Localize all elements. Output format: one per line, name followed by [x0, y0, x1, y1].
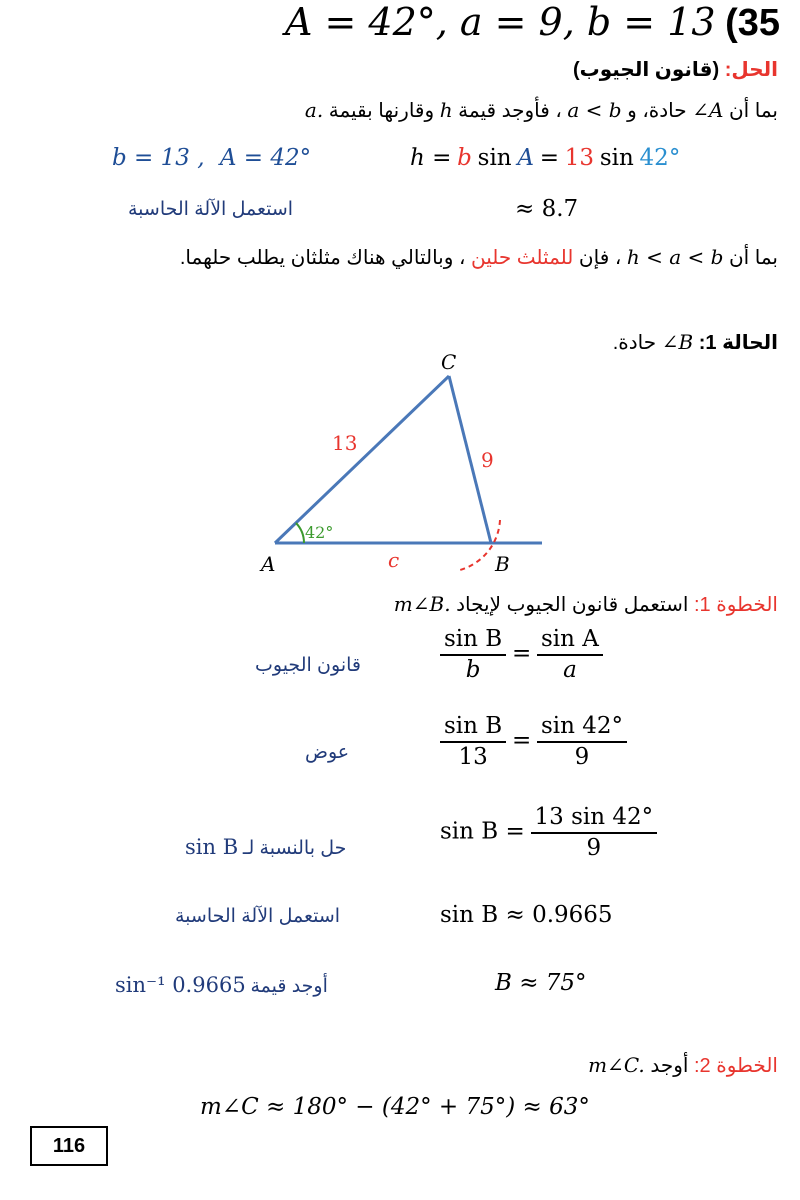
fraction-numerator: sin A	[537, 627, 603, 656]
step1-line	[394, 592, 778, 617]
step2-label: الخطوة 2:	[693, 1055, 778, 1077]
h-b: b	[457, 145, 472, 171]
intro-angle: ∠A	[692, 98, 724, 122]
intro-text: بما أن	[728, 100, 778, 122]
conclusion-text: ، فإن	[578, 247, 622, 269]
side-b-label: 13	[332, 431, 358, 455]
fraction-numerator: sin B	[440, 627, 506, 656]
angle-A-label: 42°	[305, 523, 334, 542]
h-13: 13	[564, 145, 595, 171]
B-value	[495, 970, 587, 996]
fraction-numerator: 13 sin 42°	[531, 805, 658, 834]
conclusion-text: ، وبالتالي هناك مثلثان يطلب حلهما.	[179, 247, 466, 269]
angle-A-arc	[296, 523, 304, 543]
two-solutions-highlight: للمثلث حلين	[470, 247, 574, 269]
h-sin2: sin	[599, 145, 634, 171]
step1-label: الخطوة 1:	[693, 594, 778, 616]
law-note-5	[115, 973, 328, 998]
intro-a: a.	[304, 98, 324, 122]
step1-target: m∠B.	[393, 592, 451, 616]
given-b: b = 13 ,	[112, 145, 205, 171]
law-note-3-math: sin B	[185, 835, 239, 859]
step2-text: أوجد	[650, 1055, 689, 1077]
sinB-value: sin B ≈ 0.9665	[440, 902, 613, 928]
h-A: A	[517, 145, 534, 171]
step1-text: استعمل قانون الجيوب لإيجاد	[456, 594, 689, 616]
fraction-numerator: sin 42°	[537, 714, 627, 743]
case1-text: حادة.	[612, 332, 657, 354]
case1-label: الحالة 1:	[698, 332, 778, 354]
vertex-label-B: B	[495, 552, 510, 576]
fraction-denominator: 9	[574, 744, 590, 771]
law-note-1: قانون الجيوب	[255, 655, 361, 676]
side-c-label: c	[388, 548, 400, 572]
intro-inequality: a < b	[567, 98, 622, 122]
final-equation-text: m∠C ≈ 180° − (42° + 75°) ≈ 63°	[200, 1094, 590, 1120]
problem-number: (35	[725, 2, 780, 44]
solve-lhs: sin B =	[440, 818, 525, 845]
fraction-numerator: sin B	[440, 714, 506, 743]
law-note-3	[185, 835, 346, 860]
h-lhs: h =	[410, 145, 452, 171]
fraction-denominator: 9	[586, 835, 602, 862]
h-sin: sin	[477, 145, 512, 171]
intro-text: حادة، و	[627, 100, 687, 122]
solve-equation	[440, 805, 657, 862]
law-note-3-text: حل بالنسبة لـ	[242, 838, 347, 859]
step2-line	[588, 1053, 778, 1078]
B-value-text: B ≈ 75°	[495, 970, 587, 996]
intro-text: ، فأوجد قيمة	[458, 100, 562, 122]
intro-h: h	[439, 98, 453, 122]
step2-target: m∠C.	[588, 1053, 645, 1077]
problem-expression: A = 42°, a = 9, b = 13	[284, 0, 716, 44]
h-eq: =	[539, 145, 560, 171]
vertex-label-C: C	[441, 350, 457, 374]
given-A: A = 42°	[219, 145, 312, 171]
case1-angle: ∠B	[661, 330, 694, 354]
conclusion-inequality: h < a < b	[626, 245, 724, 269]
law-of-sines-equation: $\frac{\text{sin B}}{b}$ = $\frac{\text{sin A}}{a}$	[440, 627, 603, 684]
fraction-denominator: b	[465, 657, 481, 684]
page-number: 116	[30, 1126, 108, 1166]
substitute-equation: $\frac{\text{sin B}}{13}$ = $\frac{\sin 42^\circ}{9}$	[440, 714, 627, 771]
conclusion-text: بما أن	[728, 247, 778, 269]
h-approx: ≈ 8.7	[515, 196, 579, 222]
calc-note: استعمل الآلة الحاسبة	[128, 199, 294, 220]
law-note-2: عوض	[305, 742, 350, 763]
side-a-label: 9	[481, 448, 494, 472]
final-equation	[200, 1094, 590, 1120]
fraction-denominator: a	[563, 657, 577, 684]
arc-B-dashed	[460, 520, 500, 570]
solution-label: الحل:	[724, 59, 778, 81]
vertex-label-A: A	[261, 552, 276, 576]
side-AC	[275, 376, 449, 543]
law-note-5-text: أوجد قيمة	[250, 976, 328, 997]
fraction-denominator: 13	[458, 744, 488, 771]
intro-text: وقارنها بقيمة	[328, 100, 435, 122]
solution-method: (قانون الجيوب)	[572, 59, 720, 81]
law-note-4: استعمل الآلة الحاسبة	[175, 906, 341, 927]
law-note-5-math: sin⁻¹ 0.9665	[115, 973, 246, 997]
h-42: 42°	[639, 145, 681, 171]
